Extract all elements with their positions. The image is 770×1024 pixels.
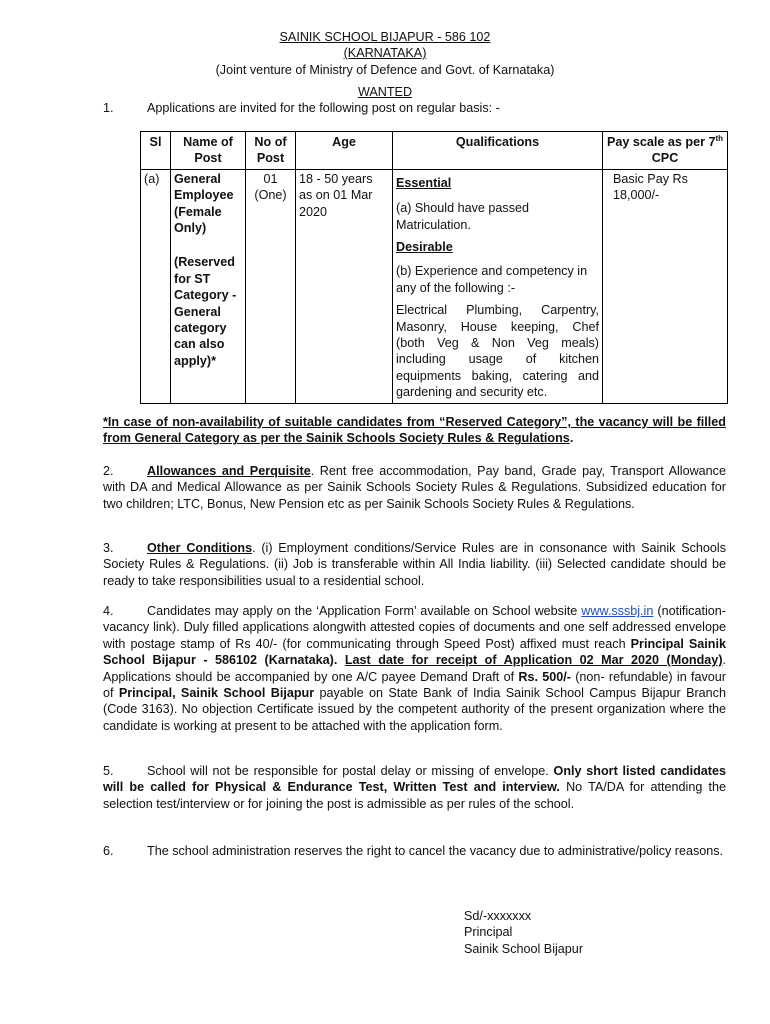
item-5-number: 5. <box>103 764 114 778</box>
item-5-text-2: No TA/DA for attending the selection test/interview or for joining the post is admissible as per rules of the school. <box>103 780 726 811</box>
item-5-shortlist: Only short listed candidates will be called for Physical & Endurance Test, Written Test and interview. <box>103 764 726 795</box>
item-4-text-5: (non- refundable) in favour of <box>103 669 726 701</box>
table-row <box>141 169 728 403</box>
header-pay-scale-text: Pay scale as per 7 <box>606 135 716 149</box>
essential-label: Essential <box>396 175 452 190</box>
item-5-text-1: School will not be responsible for postal delay or missing of envelope. <box>147 764 554 778</box>
state-title: (KARNATAKA) <box>343 46 427 60</box>
header-pay-scale <box>603 132 728 170</box>
signature-block <box>464 908 583 957</box>
signature-title: Principal <box>464 925 513 940</box>
item-3-heading: Other Conditions <box>147 541 253 555</box>
header-sl: Sl <box>141 132 171 170</box>
essential-text: (a) Should have passed Matriculation. <box>396 201 530 232</box>
item-2-text: . Rent free accommodation, Pay band, Grade pay, Transport Allowance with DA and Medical Allowance as per Sainik Schools Society Rules & Regulations. Subsidized education for two children; LTC, Bonus, New Pension etc as per Sainik Schools Society Rules & Regulations. <box>103 464 726 511</box>
item-1-number: 1. <box>103 101 114 115</box>
item-4-text-1: Candidates may apply on the ‘Application Form’ available on School website <box>147 604 582 618</box>
desirable-experience: (b) Experience and competency in any of the following :- <box>396 264 588 295</box>
post-name: General Employee (Female Only) <box>174 171 234 236</box>
cell-sl: (a) <box>141 169 171 403</box>
header-age: Age <box>296 132 393 170</box>
item-4 <box>103 603 726 734</box>
reservation-note <box>103 414 726 447</box>
desirable-list: Electrical Plumbing, Carpentry, Masonry, House keeping, Chef (both Veg & Non Veg meals) including usage of kitchen equipments baking, catering and gardening and security etc. <box>396 303 599 400</box>
item-4-text-2: (notification- vacancy link). Duly filled applications alongwith attested copies of documents and one self addressed envelope with postage stamp of Rs 40/- (for communicating through Speed Post) affixed must reach <box>103 604 726 651</box>
item-4-address: Principal Sainik School Bijapur - 586102 (Karnataka). <box>103 636 726 668</box>
item-4-fee: Rs. 500/- <box>518 669 571 684</box>
post-table <box>140 131 728 404</box>
pay-scale-text: Basic Pay Rs 18,000/- <box>613 171 688 203</box>
reservation-note-end: . <box>569 431 574 446</box>
item-2-heading: Allowances and Perquisite <box>147 464 311 478</box>
post-count: 01 <box>263 171 278 186</box>
cell-no-of-post <box>246 169 296 403</box>
header-name-of-post: Name of Post <box>171 132 246 170</box>
cell-pay-scale <box>603 169 728 403</box>
post-count-words: (One) <box>254 188 287 203</box>
cell-name-of-post <box>171 169 246 403</box>
wanted-heading: WANTED <box>357 85 413 99</box>
cell-qualifications <box>393 169 603 403</box>
reservation-note-text: *In case of non-availability of suitable candidates from “Reserved Category”, the vacancy will be filled from General Category as per the Sainik Schools Society Rules & Regulations <box>103 415 726 446</box>
header-no-of-post: No of Post <box>246 132 296 170</box>
item-4-text-4: . Applications should be accompanied by one A/C payee Demand Draft of <box>103 653 727 684</box>
venture-subtitle: (Joint venture of Ministry of Defence and Govt. of Karnataka) <box>215 63 555 77</box>
school-website-link[interactable]: www.sssbj.in <box>581 604 654 618</box>
item-6-text: The school administration reserves the right to cancel the vacancy due to administrative/policy reasons. <box>147 844 724 858</box>
header-pay-scale-end: CPC <box>651 151 679 166</box>
item-4-last-date: Last date for receipt of Application 02 Mar 2020 (Monday) <box>344 653 723 668</box>
desirable-label: Desirable <box>396 240 453 255</box>
item-4-payee: Principal, Sainik School Bijapur <box>118 686 315 701</box>
school-title: SAINIK SCHOOL BIJAPUR - 586 102 <box>279 30 491 44</box>
item-6-number: 6. <box>103 844 114 858</box>
item-3-number: 3. <box>103 541 114 555</box>
post-reserved-note: (Reserved for ST Category - General category can also apply)* <box>174 255 237 368</box>
item-6 <box>103 843 726 859</box>
table-header-row <box>141 132 728 170</box>
item-3-text: . (i) Employment conditions/Service Rules are in consonance with Sainik Schools Society Rules & Regulations. (ii) Job is transferable within All India liability. (iii) Selected candidate should be ready to take responsibilities usual to a residential school. <box>103 541 726 588</box>
item-2 <box>103 463 726 512</box>
item-4-text-3 <box>337 653 345 667</box>
item-3 <box>103 540 726 589</box>
item-5 <box>103 763 726 812</box>
cell-age: 18 - 50 years as on 01 Mar 2020 <box>296 169 393 403</box>
signature-org: Sainik School Bijapur <box>464 941 584 956</box>
signature-sd: Sd/-xxxxxxx <box>464 909 532 923</box>
item-4-number: 4. <box>103 604 114 618</box>
item-4-text-6: payable on State Bank of India Sainik School Campus Bijapur Branch (Code 3163). No objection Certificate issued by the competent authority of the present organization where the candidate is working at present to be attached with the application form. <box>103 686 726 733</box>
header-qualifications: Qualifications <box>393 132 603 170</box>
header-pay-scale-sup: th <box>715 133 724 143</box>
item-2-number: 2. <box>103 464 114 478</box>
item-1-text: Applications are invited for the following post on regular basis: - <box>147 101 500 115</box>
